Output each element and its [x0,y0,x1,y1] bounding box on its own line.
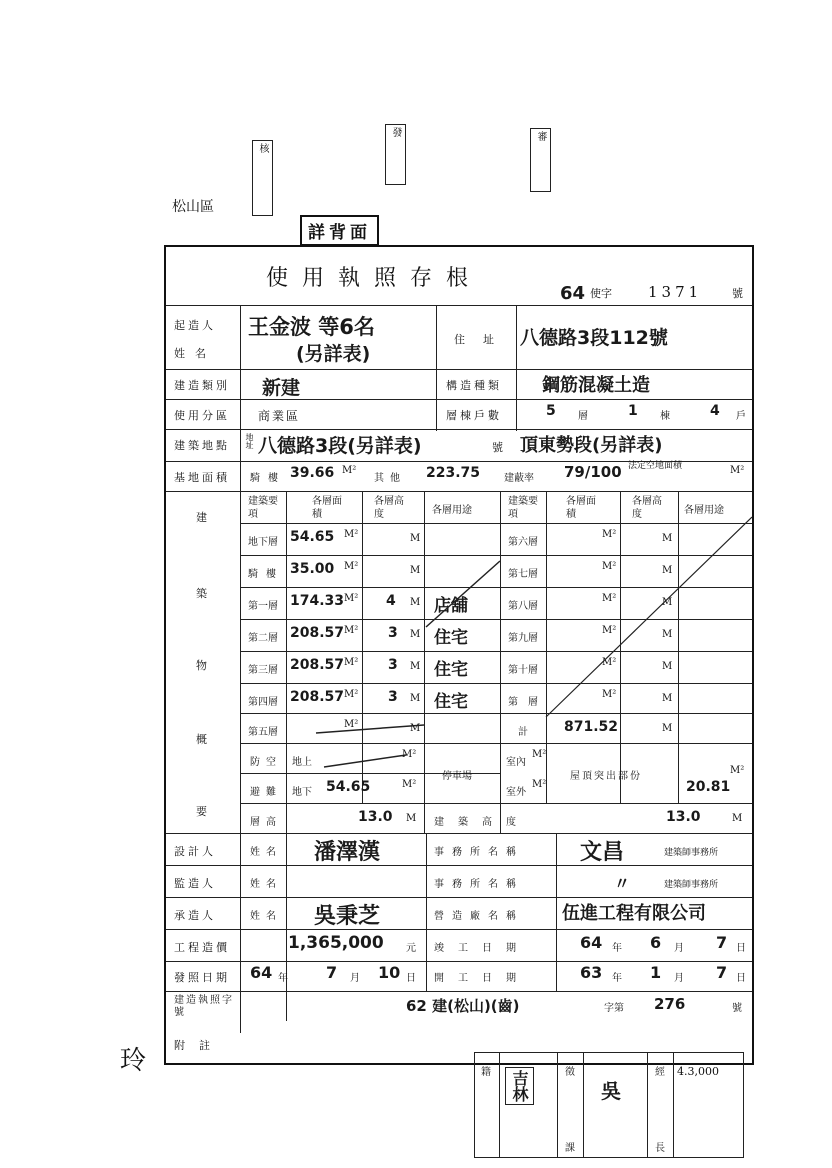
use-f2: 住宅 [434,628,468,648]
coverage-label: 建蔽率 [504,473,534,484]
signature-block [474,1052,744,1158]
unit-m2-f2: M² [344,625,359,636]
area-f1: 174.33 [290,593,345,609]
unit-m2-f1: M² [344,593,359,604]
floor-label-f9: 第九層 [508,633,538,644]
above-ground-unit: M² [402,749,417,760]
sig-label-a: 籍 [481,1067,491,1078]
build-site-label: 建築地點 [174,439,230,452]
col-building-item-right: 建築要項 [508,496,538,520]
unit-m-total: M [662,723,673,734]
area-arcade: 35.00 [290,561,335,577]
side-char-1: 建 [196,511,210,524]
cost-unit: 元 [406,943,416,954]
unit-m-fx: M [662,693,673,704]
site-area-label: 基地面積 [174,471,230,484]
issue-day-unit: 日 [406,973,416,984]
number-label: 號 [492,441,503,454]
builder-name-label: 姓名 [174,347,216,360]
story-height-unit: M [406,813,417,824]
height-f3: 3 [388,657,398,673]
coverage-value: 79/100 [564,463,622,481]
unit-m-f3: M [410,661,421,672]
other-label: 其他 [374,473,406,484]
unit-m-f4: M [410,693,421,704]
floor-unit: 層 [578,411,588,422]
roof-projection-unit: M² [730,765,745,776]
unit-m-f8: M [662,597,673,608]
below-ground-unit: M² [402,779,417,790]
detail-side-label: 詳背面 [300,215,379,246]
designer-label: 設計人 [174,845,216,858]
unit-m2-f5: M² [344,719,359,730]
arcade-unit: M² [342,465,357,476]
col-area-left: 各層面積 [312,496,342,520]
permit-number: 1371 [648,283,703,301]
contractor-company-value: 伍進工程有限公司 [562,903,706,924]
floor-label-total: 計 [518,727,528,738]
height-f1: 4 [386,593,396,609]
legal-open-unit: M² [730,465,745,476]
project-cost-value: 1,365,000 [288,933,384,953]
col-building-item-left: 建築要項 [248,496,278,520]
unit-m-f1: M [410,597,421,608]
start-year: 63 [580,963,603,982]
bldgs-value: 1 [628,403,638,419]
unit-m2-fx: M² [602,689,617,700]
evacuation-label: 避難 [250,787,282,798]
issue-year: 64 [250,963,273,982]
area-b1: 54.65 [290,529,335,545]
side-char-2: 築 [196,587,210,600]
completion-month: 6 [650,933,662,952]
margin-note: 玲 [120,1046,147,1076]
col-area-right: 各層面積 [566,496,596,520]
permit-ref-value: 62 建(松山)(齒) [406,997,520,1015]
floor-label-f2: 第二層 [248,633,278,644]
supervisor-label: 監造人 [174,877,216,890]
legal-open-label: 法定空地面積 [628,461,683,471]
completion-date-label: 竣工日期 [434,943,530,954]
designer-firm-value: 文昌 [580,840,625,865]
building-category-label: 建造類別 [174,379,230,392]
below-ground-label: 地下 [292,787,312,798]
floor-label-f10: 第十層 [508,665,538,676]
use-f1: 店舖 [434,596,468,616]
start-date-label: 開工日期 [434,973,530,984]
address-value: 八德路3段112號 [520,327,668,349]
floors-value: 5 [546,403,556,419]
structure-type-value: 鋼筋混凝土造 [542,375,650,396]
story-height-value: 13.0 [358,809,393,825]
sig-fee: 4.3,000 [677,1065,719,1078]
arcade-area-value: 39.66 [290,465,335,481]
unit-m2-f10: M² [602,657,617,668]
unit-m-arcade: M [410,565,421,576]
sig-label-b: 徵 [565,1067,575,1078]
supervisor-firm-value: 〃 [614,874,631,893]
sig-stamp-a: 吉林 [505,1067,534,1105]
start-month-unit: 月 [674,973,684,984]
supervisor-architect-firm: 建築師事務所 [664,880,719,890]
building-category-value: 新建 [262,377,301,399]
floor-label-b1: 地下層 [248,537,278,548]
structure-type-label: 構造種類 [446,379,502,392]
side-char-5: 要 [196,805,210,818]
completion-month-unit: 月 [674,943,684,954]
floors-households-label: 層棟戶數 [446,409,502,422]
floor-label-f4: 第四層 [248,697,278,708]
area-f2: 208.57 [290,625,345,641]
issue-date-label: 發照日期 [174,971,230,984]
evac-below-value: 54.65 [326,779,371,795]
completion-year-unit: 年 [612,943,622,954]
unit-m-f9: M [662,629,673,640]
unit-m-b1: M [410,533,421,544]
builder-note-value: (另詳表) [296,343,371,365]
unit-m2-f4: M² [344,689,359,700]
start-month: 1 [650,963,662,982]
side-char-3: 物 [196,659,210,672]
use-f4: 住宅 [434,692,468,712]
permit-char: 使字 [590,287,612,300]
permit-ref-label: 建造執照字號 [174,995,234,1018]
completion-year: 64 [580,933,603,952]
start-day: 7 [716,963,728,982]
arcade-label: 騎樓 [250,473,286,484]
designer-name-value: 潘澤漢 [314,840,381,865]
height-f2: 3 [388,625,398,641]
story-height-label: 層高 [250,817,282,828]
floor-label-arcade: 騎樓 [248,569,284,580]
roof-projection-value: 20.81 [686,779,731,795]
air-raid-label: 防空 [250,757,282,768]
unit-m2-f3: M² [344,657,359,668]
unit-m-f10: M [662,661,673,672]
sig-label-c: 經 [655,1067,665,1078]
unit-m2-b1: M² [344,529,359,540]
indoor-label: 室內 [506,757,526,768]
supervisor-firm-label: 事務所名稱 [434,879,524,890]
col-use-left: 各層用途 [432,505,472,516]
top-stamp-3: 審 [530,128,551,192]
form-title: 使用執照存根 [266,266,483,291]
unit-m2-f6: M² [602,529,617,540]
start-day-unit: 日 [736,973,746,984]
parking-label: 停車場 [442,771,472,782]
house-unit: 戶 [736,411,746,422]
use-zone-value: 商業區 [258,409,301,423]
designer-architect-firm: 建築師事務所 [664,848,719,858]
floor-label-f5: 第五層 [248,727,278,738]
start-year-unit: 年 [612,973,622,984]
top-stamp-2: 發 [385,124,406,185]
unit-m-f7: M [662,565,673,576]
permit-ref-number: 276 [654,995,686,1013]
area-f3: 208.57 [290,657,345,673]
floor-label-f1: 第一層 [248,601,278,612]
project-cost-label: 工程造價 [174,941,230,954]
side-char-4: 概 [196,733,210,746]
area-f4: 208.57 [290,689,345,705]
use-f3: 住宅 [434,660,468,680]
total-area: 871.52 [564,719,619,735]
building-height-value: 13.0 [666,809,701,825]
unit-m-f2: M [410,629,421,640]
build-site-value: 八德路3段(另詳表) [258,435,422,457]
site-prefix: 地址 [245,433,254,449]
completion-day-unit: 日 [736,943,746,954]
designer-name-label: 姓名 [250,847,282,858]
contractor-label: 承造人 [174,909,216,922]
unit-m2-f8: M² [602,593,617,604]
unit-m2-f7: M² [602,561,617,572]
floor-label-f7: 第七層 [508,569,538,580]
unit-m-f5: M [410,723,421,734]
designer-firm-label: 事務所名稱 [434,847,524,858]
contractor-name-value: 吳秉芝 [314,904,381,929]
use-zone-label: 使用分區 [174,409,230,422]
outdoor-label: 室外 [506,787,526,798]
indoor-unit: M² [532,749,547,760]
completion-day: 7 [716,933,728,952]
remarks-label: 附註 [174,1039,224,1052]
company-name-label: 營造廠名稱 [434,911,524,922]
builder-label: 起造人 [174,319,216,332]
floor-label-f6: 第六層 [508,537,538,548]
sig-label-e: 長 [655,1143,665,1154]
sig-label-d: 課 [565,1143,575,1154]
unit-m-f6: M [662,533,673,544]
address-label: 住址 [454,333,512,346]
floor-label-fx: 第 層 [508,697,538,708]
building-height-label: 建築高度 [434,817,530,828]
col-height-left: 各層高度 [374,496,404,520]
bldg-unit: 棟 [660,411,670,422]
outdoor-unit: M² [532,779,547,790]
issue-year-unit: 年 [278,973,288,984]
col-use-right: 各層用途 [684,505,724,516]
issue-month: 7 [326,963,338,982]
above-ground-label: 地上 [292,757,312,768]
builder-name-value: 王金波 等6名 [248,315,375,339]
roof-projection-label: 屋頂突出部份 [570,771,642,782]
permit-year: 64 [560,283,586,304]
households-value: 4 [710,403,720,419]
sig-stamp-b: 吳 [601,1079,621,1103]
permit-form [164,245,754,1065]
floor-label-f8: 第八層 [508,601,538,612]
col-height-right: 各層高度 [632,496,662,520]
unit-m2-arcade: M² [344,561,359,572]
height-f4: 3 [388,689,398,705]
top-stamp-1: 核 [252,140,273,216]
supervisor-name-label: 姓名 [250,879,282,890]
issue-month-unit: 月 [350,973,360,984]
floor-label-f3: 第三層 [248,665,278,676]
other-area-value: 223.75 [426,465,481,481]
site-no-value: 頂東勢段(另詳表) [520,435,663,456]
unit-m2-f9: M² [602,625,617,636]
building-height-unit: M [732,813,743,824]
permit-ref-hao: 號 [732,1003,742,1014]
issue-day: 10 [378,963,401,982]
district-label: 松山區 [172,199,214,215]
contractor-name-label: 姓名 [250,911,282,922]
permit-ref-zi: 字第 [604,1003,624,1014]
permit-suffix: 號 [732,287,743,300]
